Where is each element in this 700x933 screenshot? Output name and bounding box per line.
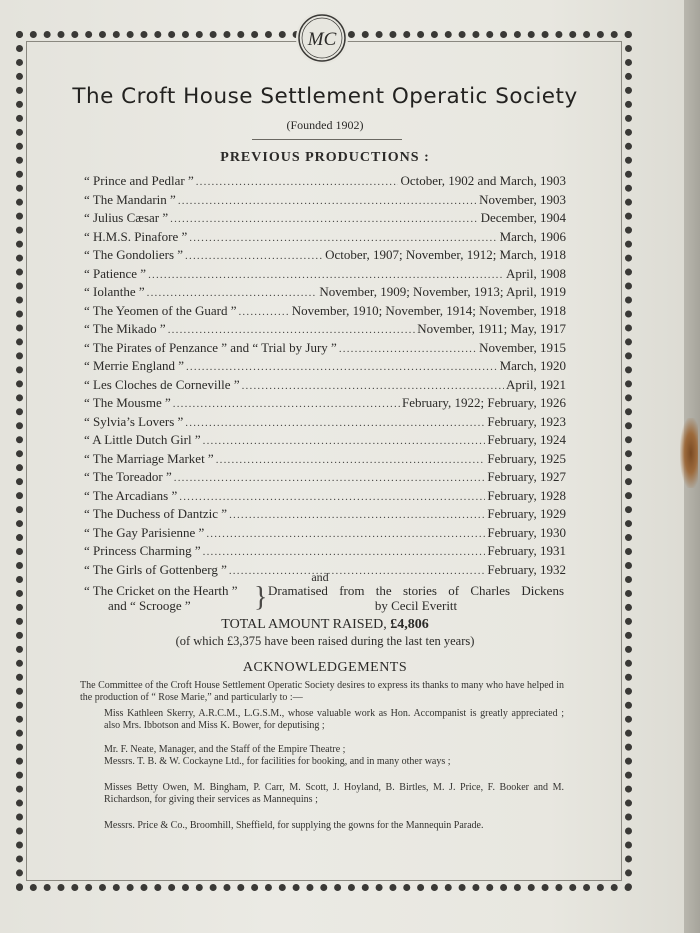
production-dates: April, 1921 [506, 376, 566, 392]
production-title: “ Les Cloches de Corneville ” [84, 376, 240, 392]
production-title: “ The Mandarin ” [84, 191, 176, 207]
production-row [84, 209, 566, 227]
production-dates: October, 1902 and March, 1903 [400, 173, 566, 188]
total-note: (of which £3,375 have been raised during the last ten years) [175, 634, 475, 648]
production-row [84, 246, 566, 264]
production-dates: November, 1915 [479, 339, 566, 355]
production-dates: February, 1932 [487, 561, 566, 577]
title-divider [252, 139, 402, 140]
leader-dots [242, 377, 504, 395]
production-title: “ The Pirates of Penzance ” and “ Trial by Jury ” [84, 339, 337, 355]
production-dates: February, 1923 [487, 413, 566, 429]
production-dates: February, 1925 [487, 450, 566, 466]
production-row [84, 172, 566, 190]
production-title: “ The Toreador ” [84, 469, 172, 484]
production-title: “ The Gay Parisienne ” [84, 524, 205, 540]
production-row [84, 413, 566, 431]
leader-dots [147, 284, 318, 302]
scrooge-title: and “ Scrooge ” [108, 598, 191, 613]
ack-paragraph-1: Miss Kathleen Skerry, A.R.C.M., L.G.S.M., whose valuable work as Hon. Accompanist is greatly appreciated ; also Mrs. Ibbotson and Miss K. Bower, for deputising ; [104, 708, 564, 731]
cricket-title: “ The Cricket on the Hearth ” [84, 583, 238, 598]
production-row [84, 524, 566, 542]
production-title: “ The Girls of Gottenberg ” [84, 561, 227, 577]
author-line: by Cecil Everitt [374, 598, 458, 613]
ack-paragraph-4: Messrs. Price & Co., Broomhill, Sheffield, for supplying the gowns for the Mannequin Parade. [104, 820, 484, 831]
production-title: “ Princess Charming ” [84, 543, 201, 558]
monogram-emblem [296, 12, 348, 64]
ack-paragraph-2a: Mr. F. Neate, Manager, and the Staff of the Empire Theatre ; [104, 744, 346, 755]
ack-paragraph-3: Misses Betty Owen, M. Bingham, P. Carr, M. Scott, J. Hoyland, B. Birtles, M. J. Price, F. Booker and M. Richardson, for giving their services as Mannequins ; [104, 782, 564, 805]
production-row [84, 505, 566, 523]
production-title: “ Merrie England ” [84, 358, 184, 373]
leader-dots [203, 432, 486, 450]
production-title: “ The Arcadians ” [84, 487, 178, 503]
leader-dots [238, 303, 289, 321]
monogram-text: MC [307, 29, 337, 50]
leader-dots [179, 488, 485, 506]
production-dates: October, 1907; November, 1912; March, 1918 [325, 247, 566, 262]
production-title: “ A Little Dutch Girl ” [84, 432, 201, 447]
production-dates: November, 1909; November, 1913; April, 1919 [319, 284, 566, 299]
production-title: “ Iolanthe ” [84, 284, 145, 299]
production-dates: March, 1906 [499, 228, 566, 244]
production-title: “ Prince and Pedlar ” [84, 173, 194, 188]
production-row [84, 394, 566, 412]
dramatised-line: Dramatised from the stories of Charles Dickens [268, 583, 564, 598]
production-dates: February, 1927 [487, 469, 566, 484]
production-dates: February, 1924 [487, 432, 566, 447]
leader-dots [229, 506, 485, 524]
production-row [84, 283, 566, 301]
production-dates: March, 1920 [499, 358, 566, 373]
production-title: “ The Gondoliers ” [84, 247, 184, 262]
leader-dots [196, 173, 399, 191]
leader-dots [170, 210, 478, 228]
paper-stain [680, 418, 698, 488]
production-row [84, 450, 566, 468]
production-title: “ Julius Cæsar ” [84, 210, 169, 225]
production-dates: February, 1929 [487, 506, 566, 521]
page-title: The Croft House Settlement Operatic Society [72, 84, 578, 109]
total-raised [40, 617, 610, 633]
founded-note: (Founded 1902) [286, 118, 364, 132]
leader-dots [203, 543, 486, 561]
and-connector: and [311, 570, 329, 584]
production-title: “ The Marriage Market ” [84, 450, 214, 466]
leader-dots [185, 247, 323, 265]
production-row [84, 431, 566, 449]
production-row [84, 376, 566, 394]
production-title: “ Patience ” [84, 265, 147, 281]
production-dates: February, 1928 [487, 487, 566, 503]
cricket-titles [84, 583, 238, 613]
production-title: “ The Duchess of Dantzic ” [84, 506, 228, 521]
total-label: TOTAL AMOUNT RAISED, [221, 617, 387, 632]
production-row [84, 302, 566, 320]
leader-dots [186, 358, 498, 376]
ack-paragraph-2b: Messrs. T. B. & W. Cockayne Ltd., for facilities for booking, and in many other ways ; [104, 756, 451, 767]
acknowledgements-heading: ACKNOWLEDGEMENTS [242, 660, 408, 675]
leader-dots [178, 192, 477, 210]
leader-dots [229, 562, 486, 580]
leader-dots [185, 414, 485, 432]
production-dates: February, 1922; February, 1926 [401, 395, 566, 410]
production-row [84, 487, 566, 505]
production-dates: February, 1931 [487, 543, 566, 558]
production-row [84, 542, 566, 560]
total-amount: £4,806 [390, 617, 429, 632]
leader-dots [339, 340, 477, 358]
production-title: “ The Yeomen of the Guard ” [84, 302, 237, 318]
production-row [84, 228, 566, 246]
production-dates: February, 1930 [487, 524, 566, 540]
leader-dots [206, 525, 485, 543]
production-dates: April, 1908 [506, 265, 566, 281]
leader-dots [174, 469, 486, 487]
production-row [84, 357, 566, 375]
monogram-icon [296, 12, 348, 64]
dramatised-note [268, 583, 564, 613]
production-dates: November, 1910; November, 1914; November, 1918 [291, 302, 566, 318]
production-row [84, 265, 566, 283]
production-dates: November, 1903 [479, 191, 566, 207]
brace-glyph: } [254, 582, 268, 613]
ack-intro: The Committee of the Croft House Settlement Operatic Society desires to express its thanks to many who have helped in the production of “ Rose Marie,” and particularly to :— [80, 680, 564, 703]
leader-dots [173, 395, 400, 413]
production-title: “ The Mousme ” [84, 395, 171, 410]
production-row [84, 468, 566, 486]
leader-dots [168, 321, 416, 339]
leader-dots [148, 266, 504, 284]
production-title: “ Sylvia’s Lovers ” [84, 413, 184, 429]
production-title: “ The Mikado ” [84, 321, 166, 336]
production-row [84, 320, 566, 338]
leader-dots [216, 451, 486, 469]
production-row [84, 191, 566, 209]
production-row [84, 339, 566, 357]
productions-heading: PREVIOUS PRODUCTIONS : [220, 150, 430, 165]
leader-dots [189, 229, 497, 247]
production-dates: November, 1911; May, 1917 [417, 321, 566, 336]
production-title: “ H.M.S. Pinafore ” [84, 228, 188, 244]
production-dates: December, 1904 [480, 210, 566, 225]
